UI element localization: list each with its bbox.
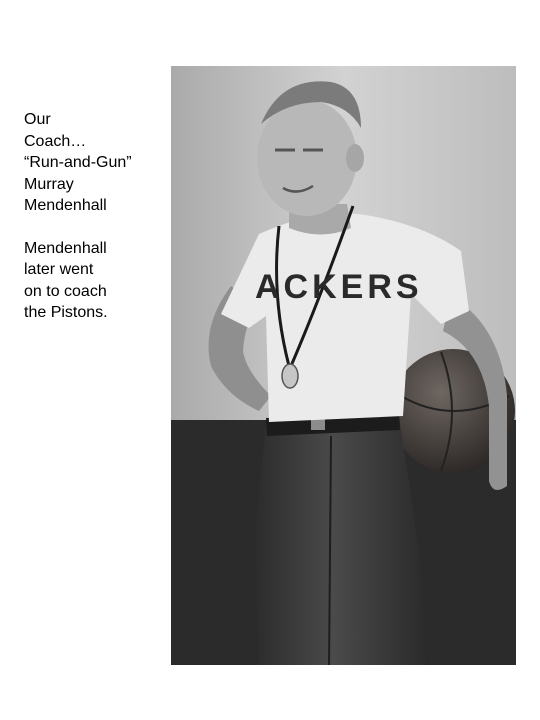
head xyxy=(257,100,357,216)
caption-line: the Pistons. xyxy=(24,304,108,321)
caption-line: “Run-and-Gun” xyxy=(24,154,132,171)
coach-photo xyxy=(171,66,516,665)
caption-line: Our xyxy=(24,111,51,128)
trousers xyxy=(255,416,429,665)
caption-line: Mendenhall xyxy=(24,197,107,214)
caption-line: Murray xyxy=(24,175,74,193)
caption-line: Coach… xyxy=(24,132,87,150)
coach-photo-illustration xyxy=(171,66,516,665)
shirt-lettering: ACKERS xyxy=(255,268,423,306)
ear xyxy=(346,144,364,172)
whistle-icon xyxy=(282,364,298,388)
caption-spacer xyxy=(24,217,164,238)
caption xyxy=(24,109,164,324)
caption-line: Mendenhall xyxy=(24,239,107,257)
caption-line: on to coach xyxy=(24,282,107,300)
caption-line: later went xyxy=(24,261,94,278)
